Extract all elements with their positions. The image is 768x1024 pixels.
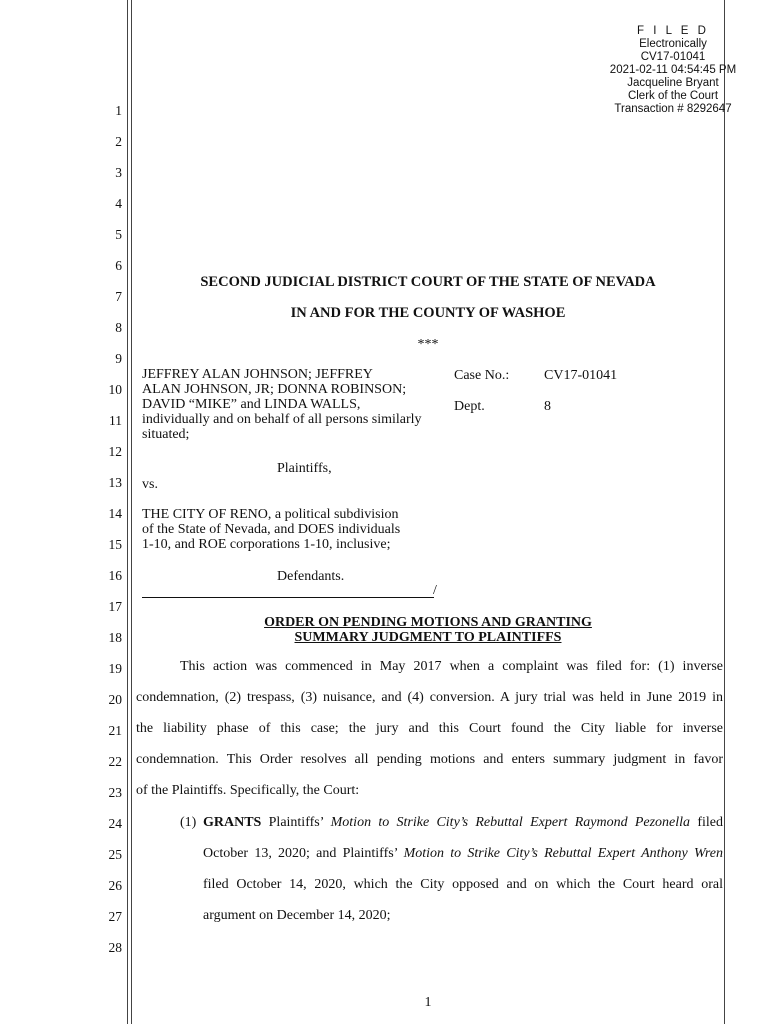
- case-number-label: Case No.:: [454, 368, 510, 383]
- defendants-label: Defendants.: [277, 569, 345, 584]
- separator-stars: ***: [417, 337, 439, 352]
- caption-slash: /: [433, 583, 437, 598]
- line-number: 23: [108, 785, 122, 800]
- stamp-line: CV17-01041: [640, 51, 706, 63]
- motion-title: Motion to Strike City’s Rebuttal Expert Anthony Wren: [403, 846, 723, 861]
- stamp-line: Transaction # 8292647: [614, 103, 732, 115]
- line-number: 4: [115, 196, 122, 211]
- line-number: 5: [115, 227, 122, 242]
- defendants-line: of the State of Nevada, and DOES individuals: [142, 522, 401, 537]
- line-number: 7: [115, 289, 122, 304]
- body-text-line: of the Plaintiffs. Specifically, the Court:: [136, 783, 360, 798]
- filing-stamp: [598, 25, 748, 116]
- line-number: 3: [115, 165, 122, 180]
- body-text-line: condemnation, (2) trespass, (3) nuisance, and (4) conversion. A jury trial was held in June 2019 in: [136, 690, 723, 705]
- right-margin-rule: [724, 0, 725, 1024]
- item-text: Plaintiffs’: [268, 815, 324, 830]
- line-number: 22: [108, 754, 122, 769]
- line-number: 21: [108, 723, 122, 738]
- item-line-4: argument on December 14, 2020;: [203, 908, 391, 923]
- department-label: Dept.: [454, 399, 485, 414]
- stamp-line: Clerk of the Court: [627, 90, 719, 102]
- line-number: 26: [108, 878, 122, 893]
- page-number: 1: [424, 995, 432, 1010]
- line-number: 17: [108, 599, 122, 614]
- line-number: 2: [115, 134, 122, 149]
- plaintiffs-line: individually and on behalf of all persons similarly: [142, 412, 422, 427]
- item-text: filed: [697, 815, 723, 830]
- order-title-line-2: SUMMARY JUDGMENT TO PLAINTIFFS: [294, 630, 562, 645]
- line-number: 1: [115, 103, 122, 118]
- stamp-line: Jacqueline Bryant: [627, 77, 719, 89]
- stamp-filed: F I L E D: [637, 25, 709, 37]
- body-text-line: the liability phase of this case; the jury and this Court found the City liable for inverse: [136, 721, 723, 736]
- line-number: 24: [108, 816, 122, 831]
- versus-label: vs.: [142, 477, 158, 492]
- plaintiffs-line: DAVID “MIKE” and LINDA WALLS,: [142, 397, 361, 412]
- line-number: 9: [115, 351, 122, 366]
- defendants-names: [142, 507, 400, 552]
- line-number: 20: [108, 692, 122, 707]
- line-number: 28: [108, 940, 122, 955]
- item-line-1: [203, 815, 723, 831]
- line-number: 27: [108, 909, 122, 924]
- order-title-line-1: ORDER ON PENDING MOTIONS AND GRANTING: [264, 615, 592, 630]
- line-number: 18: [108, 630, 122, 645]
- item-text: October 13, 2020; and Plaintiffs’: [203, 846, 398, 861]
- line-number: 13: [108, 475, 122, 490]
- defendants-line: 1-10, and ROE corporations 1-10, inclusive;: [142, 537, 391, 552]
- body-text-line: condemnation. This Order resolves all pending motions and enters summary judgment in favor: [136, 752, 723, 767]
- plaintiffs-line: ALAN JOHNSON, JR; DONNA ROBINSON;: [142, 382, 407, 397]
- line-number: 19: [108, 661, 122, 676]
- line-number: 16: [108, 568, 122, 583]
- line-number: 12: [108, 444, 122, 459]
- item-line-3: filed October 14, 2020, which the City opposed and on which the Court heard oral: [203, 877, 723, 892]
- item-verb: GRANTS: [203, 815, 262, 830]
- department-number: 8: [544, 399, 551, 414]
- left-margin-rule-inner: [131, 0, 132, 1024]
- court-county: IN AND FOR THE COUNTY OF WASHOE: [290, 305, 566, 321]
- line-number: 10: [108, 382, 122, 397]
- line-number: 15: [108, 537, 122, 552]
- caption-rule: [142, 597, 434, 598]
- line-number: 6: [115, 258, 122, 273]
- plaintiffs-names: [142, 367, 422, 442]
- plaintiffs-line: situated;: [142, 427, 190, 442]
- court-title: SECOND JUDICIAL DISTRICT COURT OF THE STATE OF NEVADA: [200, 274, 656, 290]
- item-line-2: [203, 846, 723, 862]
- line-number: 8: [115, 320, 122, 335]
- stamp-line: Electronically: [639, 38, 707, 50]
- plaintiffs-label: Plaintiffs,: [277, 461, 332, 476]
- motion-title: Motion to Strike City’s Rebuttal Expert Raymond Pezonella: [330, 815, 691, 830]
- case-number: CV17-01041: [544, 368, 618, 383]
- line-number: 14: [108, 506, 122, 521]
- left-margin-rule-outer: [127, 0, 128, 1024]
- line-number: 25: [108, 847, 122, 862]
- line-number: 11: [109, 413, 122, 428]
- stamp-line: 2021-02-11 04:54:45 PM: [609, 64, 737, 76]
- item-number: (1): [180, 815, 197, 830]
- body-text-line: This action was commenced in May 2017 when a complaint was filed for: (1) inverse: [180, 659, 723, 674]
- plaintiffs-line: JEFFREY ALAN JOHNSON; JEFFREY: [142, 367, 373, 382]
- defendants-line: THE CITY OF RENO, a political subdivision: [142, 507, 399, 522]
